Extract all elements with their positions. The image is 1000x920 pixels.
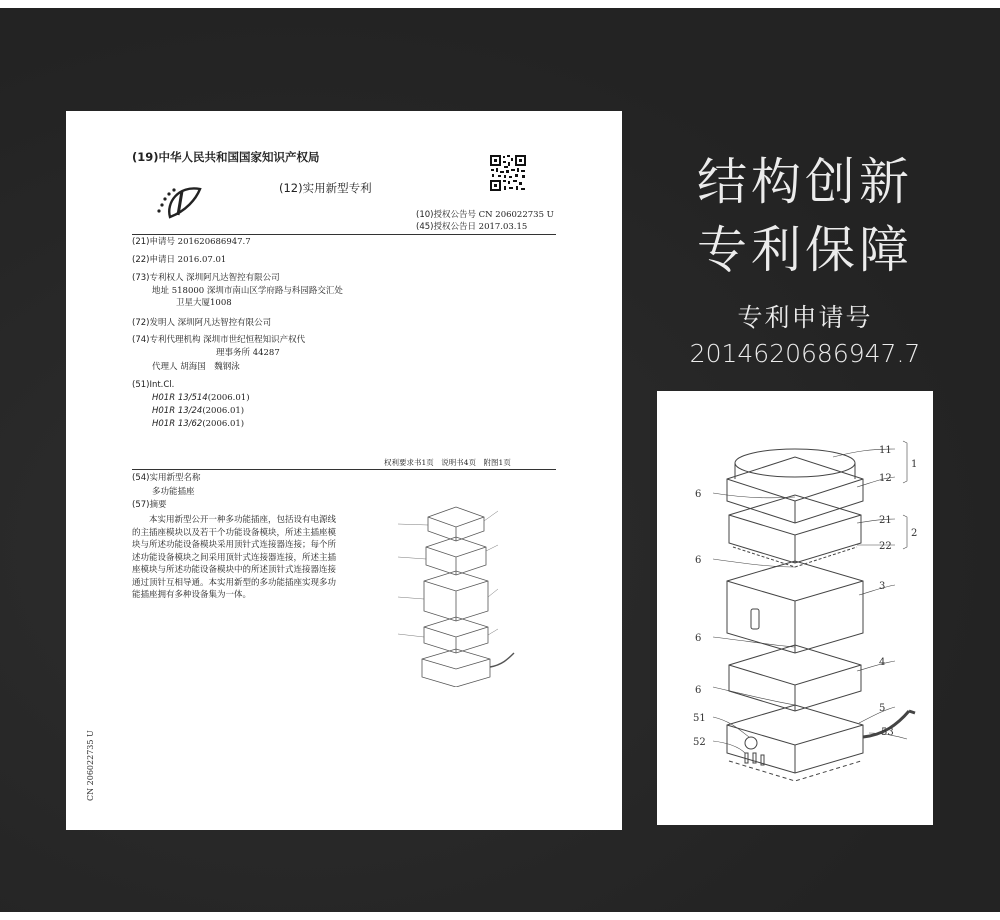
application-number: 2014620686947.7	[689, 339, 921, 368]
section-divider	[132, 469, 556, 470]
drawing-label: 2	[911, 528, 918, 539]
exploded-view-drawing	[657, 391, 933, 825]
drawing-label: 6	[695, 633, 702, 644]
intcl-version: (2006.01)	[202, 406, 245, 416]
pub-no-label: (10)授权公告号	[416, 210, 476, 220]
patentee-value: 深圳阿凡达智控有限公司	[186, 273, 280, 283]
pub-date-value: 2017.03.15	[478, 222, 528, 232]
pub-date-label: (45)授权公告日	[416, 222, 476, 232]
intcl-code: H01R 13/514	[152, 393, 208, 403]
address-label: 地址	[152, 286, 170, 296]
drawing-label: 6	[695, 555, 702, 566]
intcl-code: H01R 13/62	[152, 419, 203, 429]
intcl-version: (2006.01)	[202, 419, 245, 429]
drawing-label: 52	[693, 737, 706, 748]
patentee-label: (73)专利权人	[132, 273, 184, 283]
app-date-label: (22)申请日	[132, 255, 175, 265]
address-line1: 518000 深圳市南山区学府路与科园路交汇处	[171, 286, 343, 296]
intcl-label: (51)Int.Cl.	[132, 380, 175, 390]
patent-office-logo-icon	[156, 179, 206, 219]
headline-line1: 结构创新	[697, 153, 913, 211]
side-publication-number: CN 206022735 U	[86, 730, 95, 801]
drawing-label: 3	[879, 581, 886, 592]
app-date-value: 2016.07.01	[177, 255, 227, 265]
drawing-label: 6	[695, 685, 702, 696]
document-type: (12)实用新型专利	[279, 181, 372, 195]
drawing-label: 6	[695, 489, 702, 500]
agency-label: (74)专利代理机构	[132, 335, 201, 345]
agent-label: 代理人	[152, 362, 178, 372]
intcl-code: H01R 13/24	[152, 406, 203, 416]
drawing-label: 51	[693, 713, 706, 724]
drawing-label: 5	[879, 703, 886, 714]
drawing-label: 4	[879, 657, 886, 668]
header-divider	[132, 234, 556, 235]
pub-no-value: CN 206022735 U	[478, 210, 554, 220]
exploded-view-thumbnail	[386, 499, 526, 687]
address-line2: 卫星大厦1008	[176, 298, 232, 308]
application-number-label: 专利申请号	[737, 303, 873, 332]
inventor-value: 深圳阿凡达智控有限公司	[177, 318, 272, 328]
drawing-label: 21	[879, 515, 892, 526]
qr-code-icon	[489, 154, 527, 192]
abstract-text: 本实用新型公开一种多功能插座，包括设有电源线的主插座模块以及若干个功能设备模块，所述主插座模块与所述功能设备模块采用顶针式连接器连接；每个所述功能设备模块之间采用顶针式连接器连接，所述主插座模块与所述功能设备模块中的所述顶针式连接器连接通过顶针互相导通。本实用新型的多功能插座实现多功能插座拥有多种设备集为一体。	[132, 515, 337, 600]
utility-title: 多功能插座	[152, 487, 195, 497]
abstract-label: (57)摘要	[132, 500, 167, 510]
office-name: (19)中华人民共和国国家知识产权局	[132, 150, 320, 164]
drawing-label: 12	[879, 473, 892, 484]
app-no-value: 201620686947.7	[177, 237, 251, 247]
drawing-label: 53	[881, 727, 894, 738]
agent-value: 胡海国 魏钢泳	[180, 362, 240, 372]
title-label: (54)实用新型名称	[132, 473, 201, 483]
inventor-label: (72)发明人	[132, 318, 175, 328]
drawing-label: 22	[879, 541, 892, 552]
intcl-version: (2006.01)	[207, 393, 250, 403]
drawing-label: 1	[911, 459, 918, 470]
app-no-label: (21)申请号	[132, 237, 175, 247]
drawing-label: 11	[879, 445, 892, 456]
pages-info: 权利要求书1页 说明书4页 附图1页	[384, 458, 511, 467]
patent-drawing-panel	[657, 391, 933, 825]
patent-document	[66, 111, 622, 830]
agency-line2: 理事务所 44287	[216, 348, 280, 358]
agency-line1: 深圳市世纪恒程知识产权代	[203, 335, 306, 345]
headline-line2: 专利保障	[697, 221, 913, 279]
